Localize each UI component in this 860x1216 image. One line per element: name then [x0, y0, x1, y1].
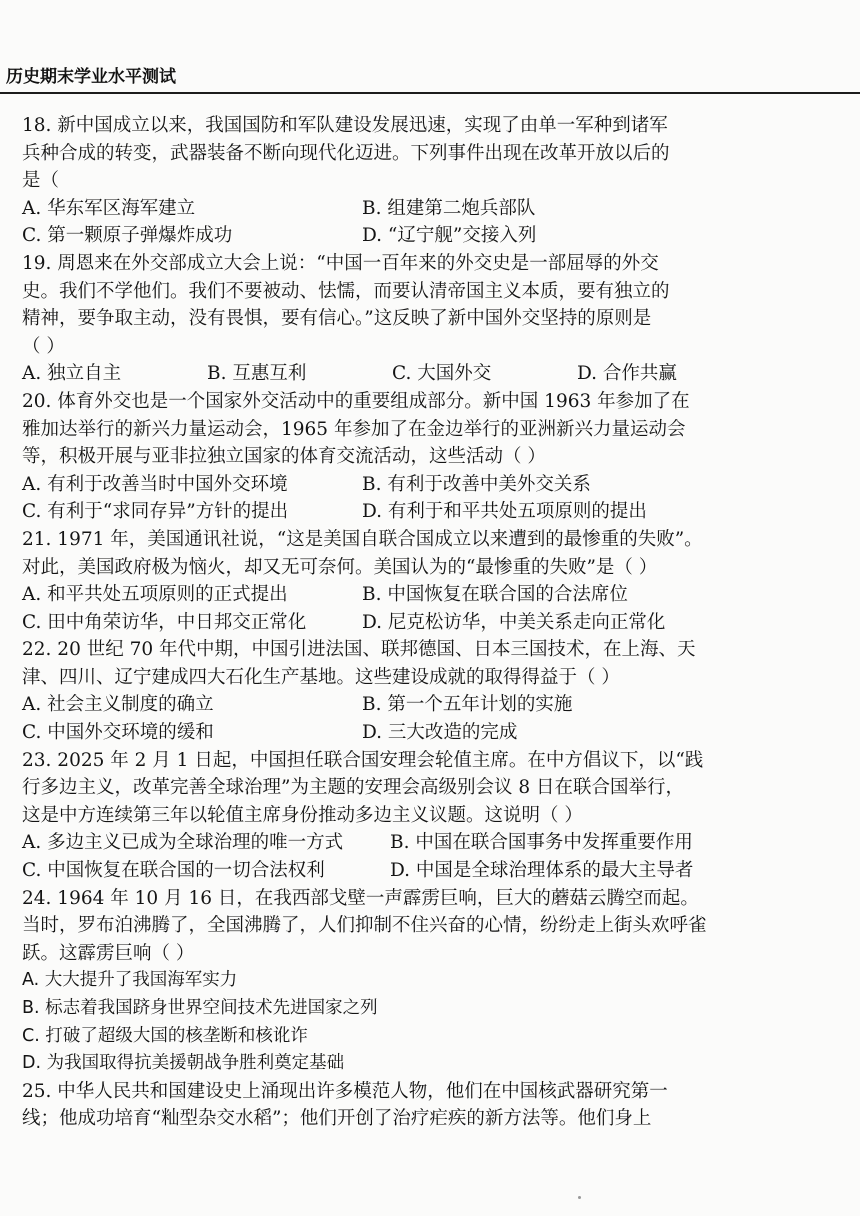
question-19 — [22, 250, 782, 388]
option-c: C. 打破了超级大国的核垄断和核讹诈 — [22, 1025, 308, 1046]
options-row — [22, 471, 782, 499]
options-row — [22, 195, 782, 223]
question-text-line: 对此，美国政府极为恼火，却又无可奈何。美国认为的“最惨重的失败”是（ ） — [22, 556, 658, 578]
question-22 — [22, 636, 782, 746]
question-text-line: （ ） — [22, 335, 65, 357]
option-b: B. 组建第二炮兵部队 — [362, 197, 536, 219]
option-a: A. 社会主义制度的确立 — [22, 694, 214, 716]
question-text-line: 跃。这霹雳巨响（ ） — [22, 942, 195, 964]
options-row — [22, 691, 782, 719]
options-row — [22, 498, 782, 526]
question-text-line: 19. 周恩来在外交部成立大会上说：“中国一百年来的外交史是一部屈辱的外交 — [22, 252, 659, 274]
option-d: D. 有利于和平共处五项原则的提出 — [362, 501, 647, 523]
question-list — [22, 112, 782, 1133]
options-row — [22, 581, 782, 609]
scan-speck — [578, 1196, 581, 1199]
option-d: D. “辽宁舰”交接入列 — [362, 225, 537, 247]
question-text-line: 21. 1971 年，美国通讯社说，“这是美国自联合国成立以来遭到的最惨重的失败”。 — [22, 528, 703, 550]
question-text-line: 兵种合成的转变，武器装备不断向现代化迈进。下列事件出现在改革开放以后的 — [22, 142, 670, 164]
option-a: A. 和平共处五项原则的正式提出 — [22, 584, 288, 606]
option-d: D. 合作共赢 — [577, 363, 677, 385]
option-a: A. 独立自主 — [22, 363, 122, 385]
option-c: C. 中国外交环境的缓和 — [22, 722, 214, 744]
option-c: C. 中国恢复在联合国的一切合法权利 — [22, 860, 325, 882]
question-text-line: 这是中方连续第三年以轮值主席身份推动多边主义议题。这说明（ ） — [22, 804, 583, 826]
question-text-line: 18. 新中国成立以来，我国国防和军队建设发展迅速，实现了由单一军种到诸军 — [22, 115, 668, 136]
question-text-line: 行多边主义，改革完善全球治理”为主题的安理会高级别会议 8 日在联合国举行， — [22, 777, 684, 799]
question-text-line: 精神，要争取主动，没有畏惧，要有信心。”这反映了新中国外交坚持的原则是 — [22, 308, 652, 330]
option-b: B. 中国恢复在联合国的合法席位 — [362, 584, 628, 606]
options-row — [22, 719, 782, 747]
page-title: 历史期末学业水平测试 — [6, 67, 176, 87]
option-c: C. 田中角荣访华，中日邦交正常化 — [22, 611, 307, 633]
question-text-line: 当时，罗布泊沸腾了，全国沸腾了，人们抑制不住兴奋的心情，纷纷走上街头欢呼雀 — [22, 915, 707, 937]
question-text-line: 20. 体育外交也是一个国家外交活动中的重要组成部分。新中国 1963 年参加了在 — [22, 390, 690, 412]
question-text-line: 25. 中华人民共和国建设史上涌现出许多模范人物，他们在中国核武器研究第一 — [22, 1080, 668, 1102]
options-row — [22, 829, 782, 857]
option-d: D. 三大改造的完成 — [362, 722, 518, 744]
question-21 — [22, 526, 782, 636]
question-18 — [22, 112, 782, 250]
option-c: C. 有利于“求同存异”方针的提出 — [22, 501, 289, 523]
question-text-line: 雅加达举行的新兴力量运动会，1965 年参加了在金边举行的亚洲新兴力量运动会 — [22, 418, 686, 440]
question-text-line: 津、四川、辽宁建成四大石化生产基地。这些建设成就的取得得益于（ ） — [22, 666, 620, 688]
options-row — [22, 222, 782, 250]
options-row — [22, 857, 782, 885]
options-row — [22, 360, 782, 388]
page-header — [0, 58, 860, 94]
option-d: D. 尼克松访华，中美关系走向正常化 — [362, 611, 666, 633]
option-a: A. 大大提升了我国海军实力 — [22, 970, 238, 991]
question-24 — [22, 885, 782, 1078]
question-text-line: 23. 2025 年 2 月 1 日起，中国担任联合国安理会轮值主席。在中方倡议下，以“践 — [22, 749, 704, 771]
option-a: A. 华东军区海军建立 — [22, 197, 196, 219]
option-b: B. 有利于改善中美外交关系 — [362, 473, 591, 495]
option-b: B. 第一个五年计划的实施 — [362, 694, 573, 716]
question-25 — [22, 1078, 782, 1133]
question-text-line: 24. 1964 年 10 月 16 日，在我西部戈壁一声霹雳巨响，巨大的蘑菇云腾空而起。 — [22, 887, 699, 909]
question-text-line: 22. 20 世纪 70 年代中期，中国引进法国、联邦德国、日本三国技术，在上海、天 — [22, 639, 696, 661]
question-text-line: 等，积极开展与亚非拉独立国家的体育交流活动，这些活动（ ） — [22, 446, 546, 468]
option-d: D. 为我国取得抗美援朝战争胜利奠定基础 — [22, 1053, 345, 1074]
option-a: A. 有利于改善当时中国外交环境 — [22, 473, 288, 495]
question-text-line: 史。我们不学他们。我们不要被动、怯懦，而要认清帝国主义本质，要有独立的 — [22, 280, 670, 302]
option-c: C. 第一颗原子弹爆炸成功 — [22, 225, 233, 247]
question-text-line: 是（ — [22, 170, 60, 192]
option-b: B. 标志着我国跻身世界空间技术先进国家之列 — [22, 998, 378, 1018]
option-c: C. 大国外交 — [392, 363, 492, 385]
options-row — [22, 609, 782, 637]
question-text-line: 线；他成功培育“籼型杂交水稻”；他们开创了治疗疟疾的新方法等。他们身上 — [22, 1108, 652, 1130]
option-a: A. 多边主义已成为全球治理的唯一方式 — [22, 832, 344, 854]
option-b: B. 互惠互利 — [207, 363, 307, 385]
question-23 — [22, 747, 782, 885]
option-b: B. 中国在联合国事务中发挥重要作用 — [390, 832, 693, 854]
question-20 — [22, 388, 782, 526]
option-d: D. 中国是全球治理体系的最大主导者 — [390, 860, 694, 882]
